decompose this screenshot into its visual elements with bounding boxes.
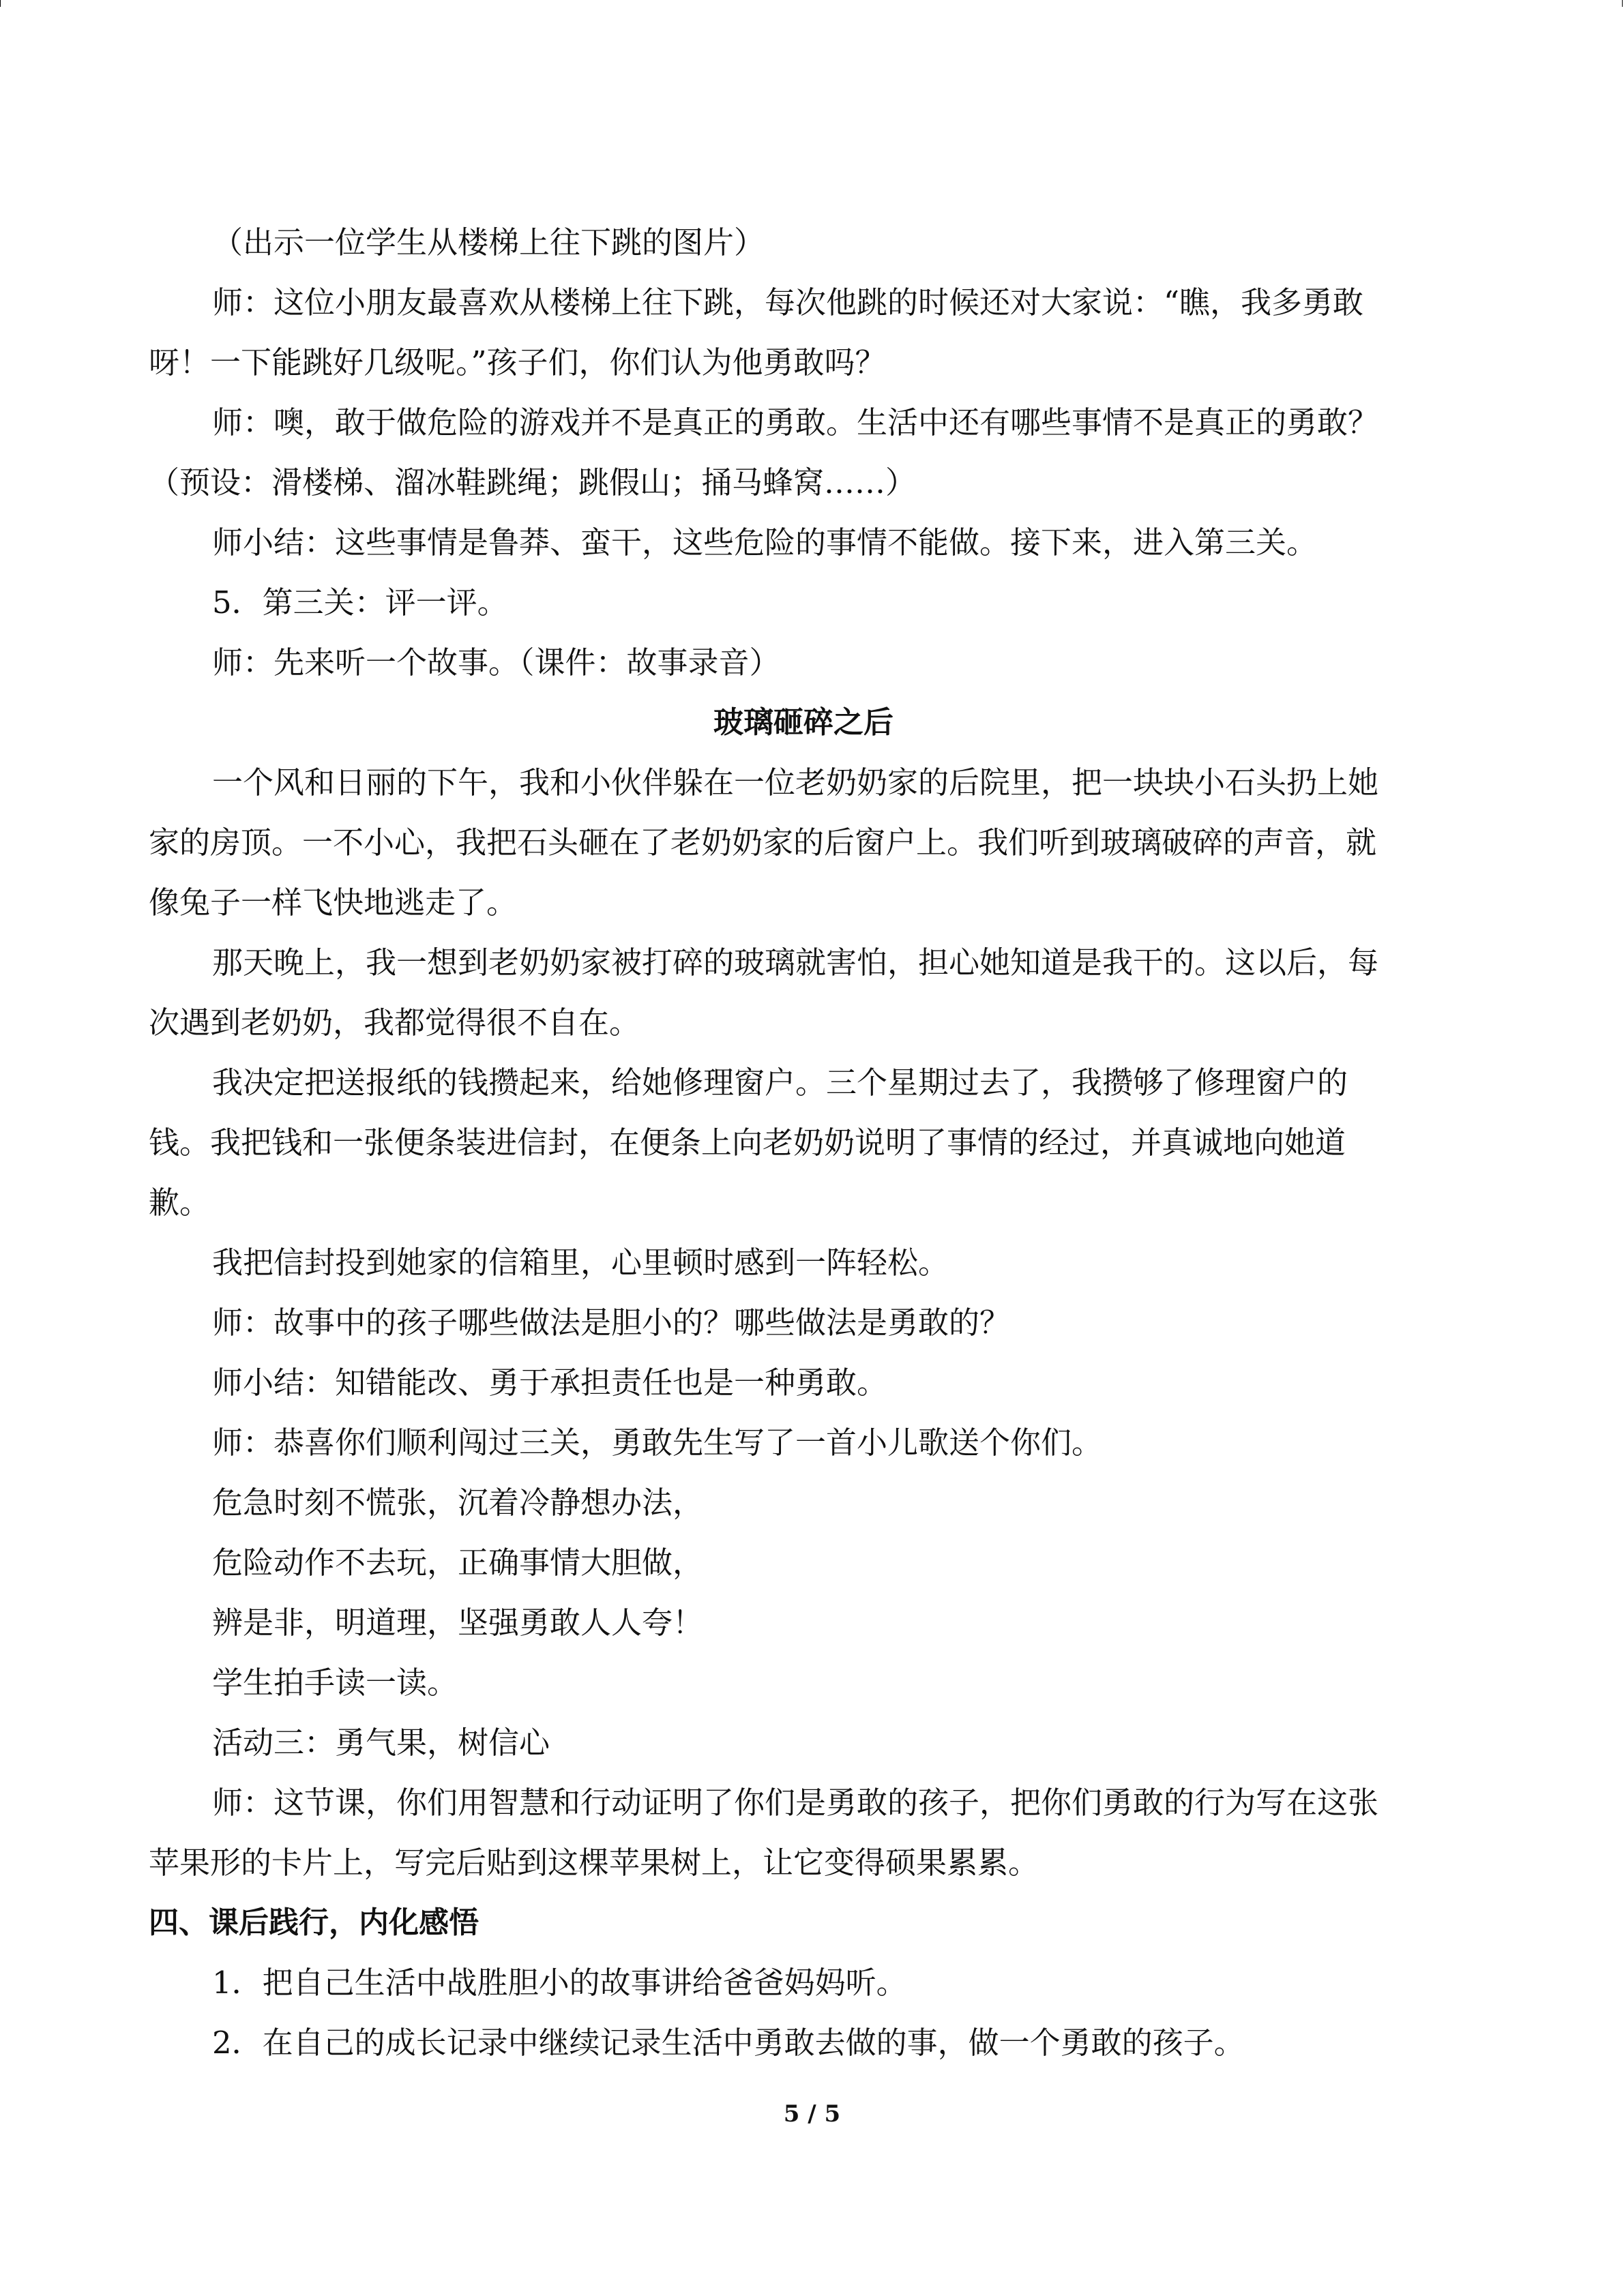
text-line: 师：先来听一个故事。（课件：故事录音） (212, 644, 780, 681)
text-line: （预设：滑楼梯、溜冰鞋跳绳；跳假山；捅马蜂窝……） (149, 464, 917, 501)
text-line: 师：故事中的孩子哪些做法是胆小的？哪些做法是勇敢的？ (212, 1304, 1011, 1341)
text-line: 歉。 (149, 1184, 211, 1221)
text-line: 师：噢，敢于做危险的游戏并不是真正的勇敢。生活中还有哪些事情不是真正的勇敢？ (212, 404, 1379, 441)
text-line: 次遇到老奶奶，我都觉得很不自在。 (149, 1004, 640, 1041)
text-line: 我决定把送报纸的钱攒起来，给她修理窗户。三个星期过去了，我攒够了修理窗户的 (212, 1064, 1348, 1101)
text-line: 师：这位小朋友最喜欢从楼梯上往下跳，每次他跳的时候还对大家说：“瞧，我多勇敢 (212, 284, 1364, 320)
page-number: 5 / 5 (783, 2100, 841, 2128)
page-corner-mark-right (1622, 0, 1623, 7)
text-line: 呀！一下能跳好几级呢。”孩子们，你们认为他勇敢吗？ (149, 344, 886, 381)
text-line: 危险动作不去玩，正确事情大胆做， (212, 1545, 704, 1581)
text-line: 学生拍手读一读。 (212, 1665, 458, 1701)
story-title: 玻璃砸碎之后 (713, 705, 894, 740)
page-corner-mark-left (0, 0, 1, 7)
text-line: 师小结：知错能改、勇于承担责任也是一种勇敢。 (212, 1365, 888, 1401)
text-line: 5．第三关：评一评。 (212, 584, 508, 621)
text-line: 师：恭喜你们顺利闯过三关，勇敢先生写了一首小儿歌送个你们。 (212, 1425, 1103, 1461)
text-line: 危急时刻不慌张，沉着冷静想办法， (212, 1485, 704, 1521)
text-line: 1．把自己生活中战胜胆小的故事讲给爸爸妈妈听。 (212, 1965, 907, 2001)
section-heading: 四、课后践行，内化感悟 (149, 1905, 479, 1940)
text-line: 苹果形的卡片上，写完后贴到这棵苹果树上，让它变得硕果累累。 (149, 1845, 1039, 1881)
text-line: 辨是非，明道理，坚强勇敢人人夸！ (212, 1605, 704, 1641)
text-line: 师：这节课，你们用智慧和行动证明了你们是勇敢的孩子，把你们勇敢的行为写在这张 (212, 1785, 1379, 1821)
text-line: 钱。我把钱和一张便条装进信封，在便条上向老奶奶说明了事情的经过，并真诚地向她道 (149, 1124, 1346, 1161)
text-line: （出示一位学生从楼梯上往下跳的图片） (212, 224, 765, 260)
text-line: 活动三：勇气果，树信心 (212, 1725, 550, 1761)
text-line: 像兔子一样飞快地逃走了。 (149, 884, 518, 921)
text-line: 我把信封投到她家的信箱里，心里顿时感到一阵轻松。 (212, 1244, 949, 1281)
text-line: 那天晚上，我一想到老奶奶家被打碎的玻璃就害怕，担心她知道是我干的。这以后，每 (212, 944, 1379, 981)
text-line: 2．在自己的成长记录中继续记录生活中勇敢去做的事，做一个勇敢的孩子。 (212, 2025, 1245, 2061)
text-line: 师小结：这些事情是鲁莽、蛮干，这些危险的事情不能做。接下来，进入第三关。 (212, 524, 1318, 561)
document-body (149, 213, 1458, 2073)
text-line: 一个风和日丽的下午，我和小伙伴躲在一位老奶奶家的后院里，把一块块小石头扔上她 (212, 764, 1379, 801)
text-line: 家的房顶。一不小心，我把石头砸在了老奶奶家的后窗户上。我们听到玻璃破碎的声音，就 (149, 824, 1377, 861)
